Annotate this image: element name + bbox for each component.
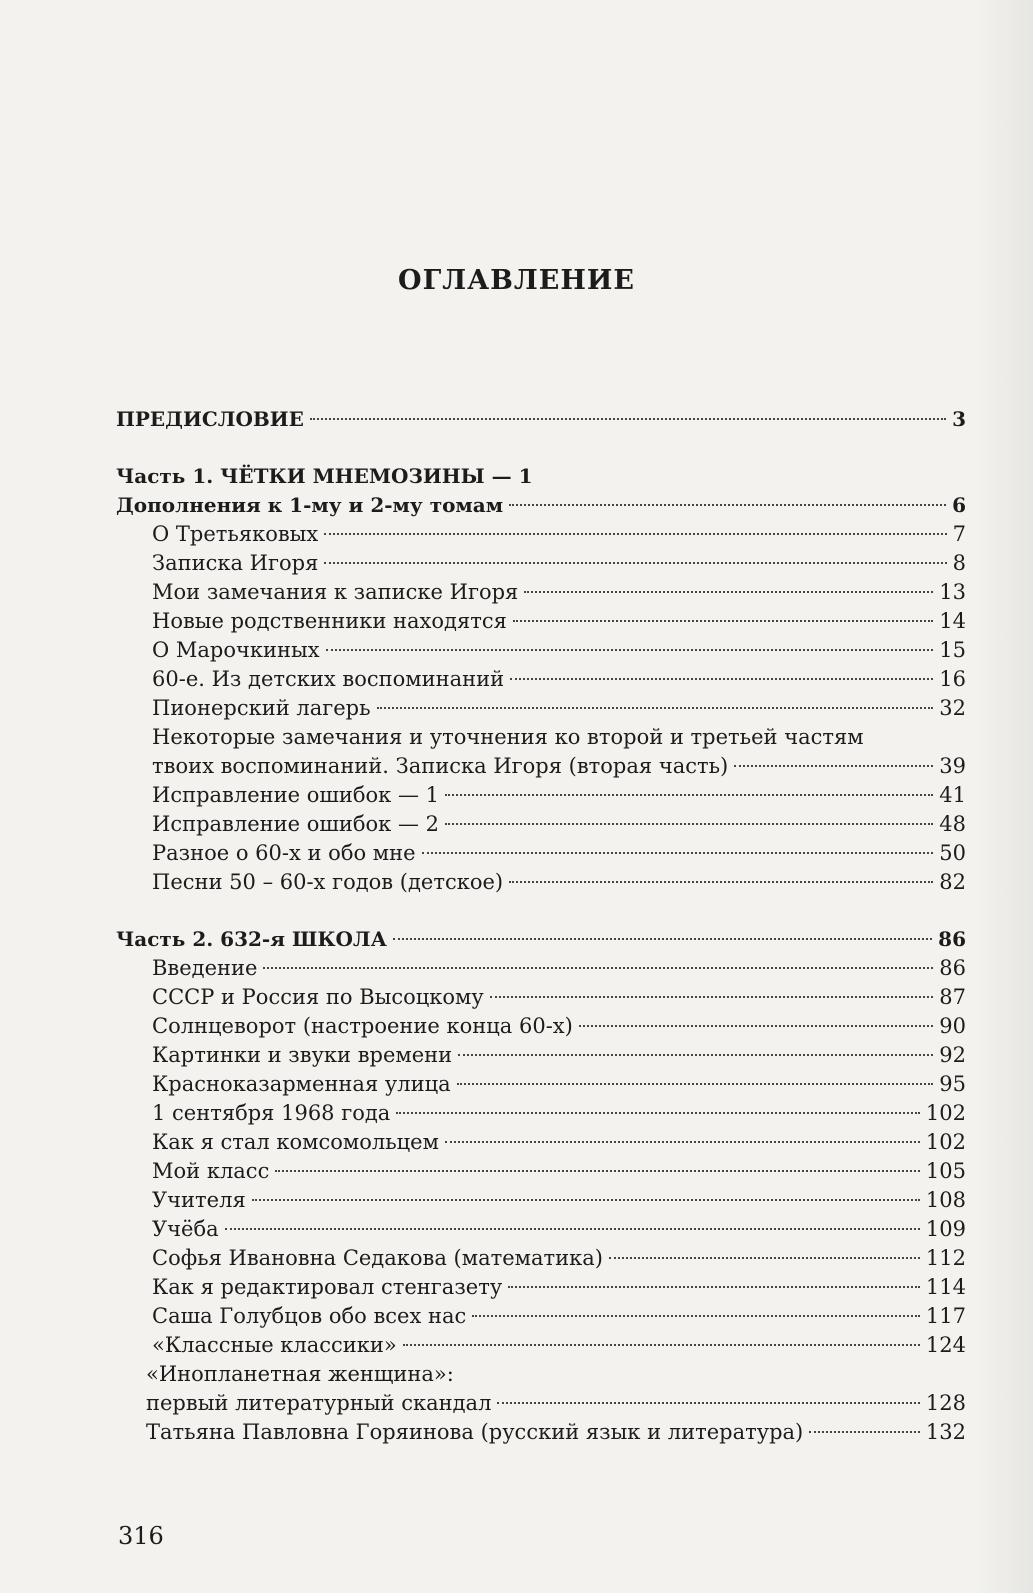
entry-title: Софья Ивановна Седакова (математика) (152, 1246, 603, 1270)
part-title: Часть 2. 632-я ШКОЛА (116, 927, 387, 951)
page-shadow (973, 0, 1033, 1593)
entry-page: 112 (925, 1246, 966, 1270)
table-of-contents (116, 405, 966, 1447)
entry-title: Пионерский лагерь (152, 696, 371, 720)
toc-entry (116, 1157, 966, 1186)
entry-page: 15 (939, 638, 966, 662)
entry-title: Как я редактировал стенгазету (152, 1275, 503, 1299)
entry-title: Разное о 60-х и обо мне (152, 841, 416, 865)
toc-entry (116, 1273, 966, 1302)
page-number: 316 (118, 1522, 164, 1550)
toc-entry (116, 954, 966, 983)
entry-page: 90 (939, 1014, 966, 1038)
entry-title: «Классные классики» (152, 1333, 397, 1357)
entry-title: СССР и Россия по Высоцкому (152, 985, 484, 1009)
entry-title: Картинки и звуки времени (152, 1043, 453, 1067)
entry-title: Мои замечания к записке Игоря (152, 580, 519, 604)
dot-leader (310, 418, 946, 420)
dot-leader (490, 996, 934, 998)
entry-title: твоих воспоминаний. Записка Игоря (вторая часть) (152, 754, 729, 778)
toc-entry (116, 1302, 966, 1331)
dot-leader (377, 707, 934, 709)
dot-leader (396, 1112, 920, 1114)
entry-title: Красноказарменная улица (152, 1072, 451, 1096)
toc-entry (116, 781, 966, 810)
dot-leader (275, 1170, 920, 1172)
entry-page: 3 (952, 407, 966, 431)
entry-page: 86 (938, 927, 966, 951)
part-2-entries (116, 954, 966, 1447)
entry-title: О Марочкиных (152, 638, 320, 662)
dot-leader (472, 1315, 920, 1317)
entry-page: 7 (952, 522, 966, 546)
dot-leader (225, 1228, 920, 1230)
entry-title: Татьяна Павловна Горяинова (русский язык и литература) (146, 1420, 804, 1444)
dot-leader (445, 1141, 920, 1143)
toc-entry (116, 665, 966, 694)
dot-leader (324, 533, 946, 535)
toc-entry-preface (116, 405, 966, 434)
dot-leader (445, 823, 933, 825)
toc-entry (116, 983, 966, 1012)
entry-page: 109 (925, 1217, 966, 1241)
toc-entry (116, 1041, 966, 1070)
entry-title: Исправление ошибок — 2 (152, 812, 440, 836)
entry-page: 50 (939, 841, 966, 865)
toc-entry (116, 1418, 966, 1447)
toc-entry (116, 839, 966, 868)
dot-leader (263, 967, 933, 969)
toc-entry (116, 1244, 966, 1273)
dot-leader (509, 881, 933, 883)
part-1-title (116, 462, 966, 491)
dot-leader (252, 1199, 920, 1201)
entry-title: Дополнения к 1-му и 2-му томам (116, 493, 504, 517)
toc-entry (116, 694, 966, 723)
entry-page: 16 (939, 667, 966, 691)
entry-title: первый литературный скандал (146, 1391, 492, 1415)
dot-leader (326, 649, 934, 651)
entry-page: 13 (939, 580, 966, 604)
entry-title: Солнцеворот (настроение конца 60-х) (152, 1014, 573, 1038)
entry-page: 87 (939, 985, 966, 1009)
entry-title: Исправление ошибок — 1 (152, 783, 440, 807)
entry-page: 8 (952, 551, 966, 575)
entry-page: 132 (925, 1420, 966, 1444)
entry-title: Учителя (152, 1188, 246, 1212)
toc-entry (116, 1070, 966, 1099)
entry-page: 128 (925, 1391, 966, 1415)
toc-entry (116, 1331, 966, 1360)
entry-page: 108 (925, 1188, 966, 1212)
toc-entry (116, 810, 966, 839)
dot-leader (510, 678, 933, 680)
part-1-subtitle (116, 491, 966, 520)
toc-entry (116, 1215, 966, 1244)
toc-entry (116, 607, 966, 636)
entry-title: ПРЕДИСЛОВИЕ (116, 407, 304, 431)
entry-page: 117 (925, 1304, 966, 1328)
dot-leader (393, 938, 932, 940)
entry-page: 102 (925, 1101, 966, 1125)
entry-page: 105 (925, 1159, 966, 1183)
part-1-entries (116, 520, 966, 897)
entry-page: 39 (939, 754, 966, 778)
entry-page: 14 (939, 609, 966, 633)
dot-leader (509, 504, 946, 506)
dot-leader (809, 1431, 920, 1433)
entry-title: Новые родственники находятся (152, 609, 507, 633)
toc-entry-line1: «Инопланетная женщина»: (146, 1362, 454, 1386)
toc-entry (116, 636, 966, 665)
dot-leader (497, 1402, 919, 1404)
toc-entry (116, 520, 966, 549)
entry-page: 114 (925, 1275, 966, 1299)
entry-title: Саша Голубцов обо всех нас (152, 1304, 467, 1328)
dot-leader (508, 1286, 920, 1288)
entry-title: Мой класс (152, 1159, 270, 1183)
entry-page: 92 (939, 1043, 966, 1067)
part-title: Часть 1. ЧЁТКИ МНЕМОЗИНЫ — 1 (116, 464, 533, 488)
toc-entry (116, 868, 966, 897)
entry-page: 32 (939, 696, 966, 720)
dot-leader (513, 620, 933, 622)
dot-leader (609, 1257, 920, 1259)
toc-entry (116, 1186, 966, 1215)
entry-title: Песни 50 – 60-х годов (детское) (152, 870, 504, 894)
part-2-title (116, 925, 966, 954)
toc-entry (116, 578, 966, 607)
dot-leader (422, 852, 934, 854)
toc-entry (116, 1128, 966, 1157)
entry-page: 102 (925, 1130, 966, 1154)
entry-page: 41 (939, 783, 966, 807)
entry-title: Как я стал комсомольцем (152, 1130, 439, 1154)
page-heading: ОГЛАВЛЕНИЕ (398, 265, 635, 296)
entry-page: 86 (939, 956, 966, 980)
dot-leader (403, 1344, 920, 1346)
dot-leader (458, 1054, 933, 1056)
toc-entry (116, 752, 966, 781)
dot-leader (324, 562, 946, 564)
dot-leader (579, 1025, 933, 1027)
toc-entry (116, 549, 966, 578)
entry-title: Введение (152, 956, 258, 980)
entry-title: 1 сентября 1968 года (152, 1101, 391, 1125)
toc-entry (116, 1099, 966, 1128)
dot-leader (734, 765, 933, 767)
dot-leader (524, 591, 933, 593)
dot-leader (457, 1083, 934, 1085)
entry-title: О Третьяковых (152, 522, 319, 546)
toc-entry (116, 1012, 966, 1041)
entry-page: 48 (939, 812, 966, 836)
dot-leader (445, 794, 933, 796)
entry-title: Записка Игоря (152, 551, 319, 575)
entry-title: 60-е. Из детских воспоминаний (152, 667, 505, 691)
entry-title: Учёба (152, 1217, 219, 1241)
toc-entry (116, 1389, 966, 1418)
entry-page: 82 (939, 870, 966, 894)
entry-page: 95 (939, 1072, 966, 1096)
entry-page: 6 (952, 493, 966, 517)
entry-page: 124 (925, 1333, 966, 1357)
toc-entry-line1: Некоторые замечания и уточнения ко второй и третьей частям (152, 725, 864, 749)
